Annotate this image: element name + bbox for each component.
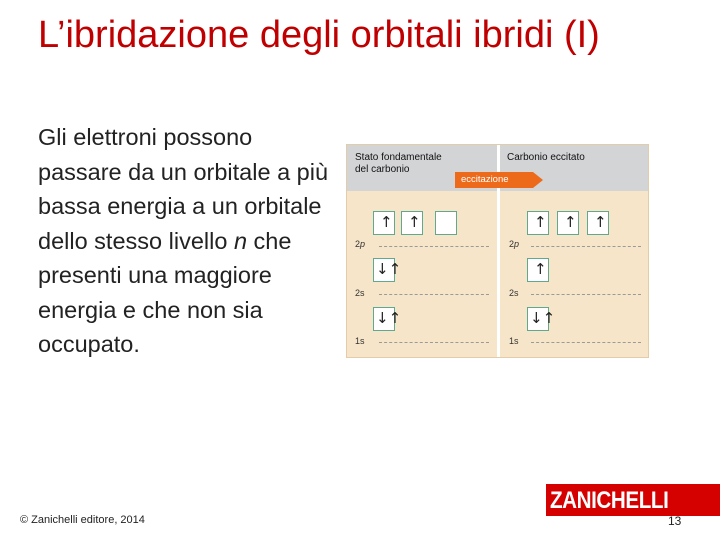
- left-2s-label: 2s: [355, 288, 365, 298]
- left-2p-line: [379, 246, 489, 247]
- zanichelli-logo: [546, 484, 720, 516]
- ground-state-header-line1: Stato fondamentale: [355, 152, 442, 163]
- body-text-part1: Gli elettroni possono passare da un orbitale a più bassa energia a un orbitale dello stesso livello: [38, 124, 329, 254]
- left-1s-label: 1s: [355, 336, 365, 346]
- right-1s-line: [531, 342, 641, 343]
- ground-state-header: [355, 152, 442, 176]
- left-2p-orbital-1: [373, 211, 395, 235]
- left-2s-line: [379, 294, 489, 295]
- electron-pair-icon: ↓↑: [376, 260, 402, 278]
- electron-arrow-icon: ↑: [534, 260, 547, 278]
- right-2p-label: [509, 239, 519, 249]
- page-number: 13: [668, 514, 682, 528]
- logo-text: ZANICHELLI: [550, 487, 669, 514]
- excited-state-header: Carbonio eccitato: [507, 152, 585, 163]
- left-2p-label-orb: p: [360, 239, 366, 249]
- right-2p-label-num: 2: [509, 239, 515, 249]
- electron-arrow-icon: ↑: [380, 213, 393, 231]
- right-2s-label: 2s: [509, 288, 519, 298]
- body-text-italic-n: n: [233, 227, 248, 254]
- electron-pair-icon: ↓↑: [530, 309, 556, 327]
- ground-state-header-line2: del carbonio: [355, 164, 410, 175]
- right-2p-label-orb: p: [514, 239, 520, 249]
- excitation-label: eccitazione: [461, 174, 509, 185]
- right-2p-orbital-1: [527, 211, 549, 235]
- right-2p-orbital-3: [587, 211, 609, 235]
- orbital-diagram: [346, 144, 649, 358]
- body-text-part2: che presenti una maggiore energia e che non sia occupato.: [38, 227, 292, 357]
- left-1s-orbital: [373, 307, 402, 331]
- left-2p-orbital-2: [401, 211, 423, 235]
- electron-pair-icon: ↓↑: [376, 309, 402, 327]
- left-2p-label-num: 2: [355, 239, 361, 249]
- right-2p-orbital-2: [557, 211, 579, 235]
- electron-arrow-icon: ↑: [534, 213, 547, 231]
- electron-arrow-icon: ↑: [594, 213, 607, 231]
- electron-arrow-icon: ↑: [564, 213, 577, 231]
- left-2s-orbital: [373, 258, 402, 282]
- right-2s-line: [531, 294, 641, 295]
- copyright-footer: © Zanichelli editore, 2014: [20, 514, 145, 526]
- right-1s-label: 1s: [509, 336, 519, 346]
- left-2p-label: [355, 239, 365, 249]
- left-2p-orbital-3: [435, 211, 457, 235]
- electron-arrow-icon: ↑: [408, 213, 421, 231]
- slide-title: L’ibridazione degli orbitali ibridi (I): [38, 14, 600, 56]
- right-2p-line: [531, 246, 641, 247]
- right-2s-orbital: [527, 258, 549, 282]
- body-text: [38, 120, 338, 362]
- left-1s-line: [379, 342, 489, 343]
- right-1s-orbital: [527, 307, 556, 331]
